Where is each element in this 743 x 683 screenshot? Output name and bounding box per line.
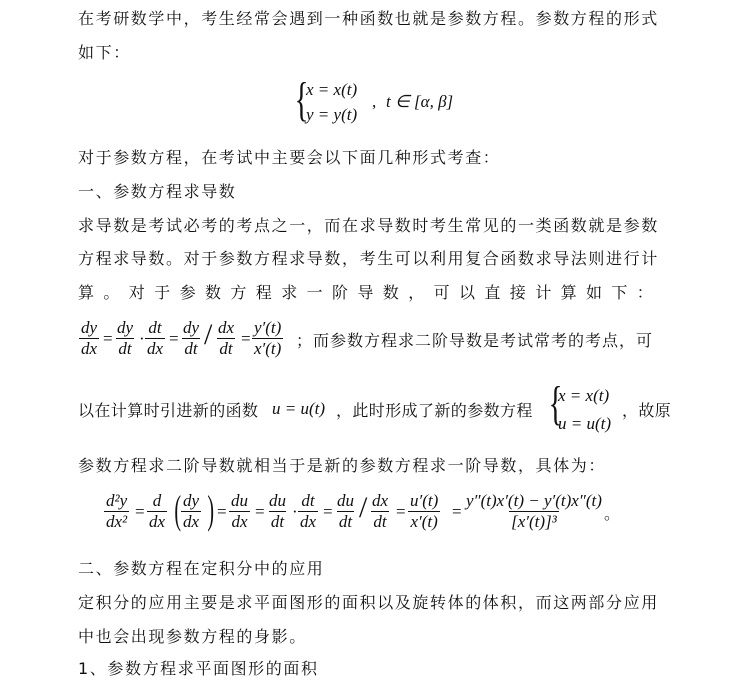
paragraph-3-line-3: 算。对于参数方程求一阶导数，可以直接计算如下： (78, 283, 663, 302)
paragraph-2: 对于参数方程，在考试中主要会以下面几种形式考查： (78, 148, 501, 167)
paragraph-4-function: u = u(t) (272, 399, 326, 418)
subsection-1-heading: 1、参数方程求平面图形的面积 (78, 659, 319, 678)
formula-2-period: 。 (604, 504, 622, 523)
fraction-d2y-dx2: $\frac{\text{d²y}}{\text{dx²}}$ (106, 491, 128, 531)
fraction-dy-dx-inner: $\frac{dy}{dx}$ (183, 491, 200, 531)
paragraph-4-middle: ，此时形成了新的参数方程 (336, 401, 533, 420)
paragraph-5: 参数方程求二阶导数就相当于是新的参数方程求一阶导数，具体为： (78, 456, 607, 475)
system-1-eq-x: x = x(t) (306, 80, 358, 99)
paragraph-3-line-2: 方程求导数。对于参数方程求导数，考生可以利用复合函数求导法则进行计 (78, 249, 659, 268)
fraction-dy-dx: $\frac{dy}{dx}$ (81, 318, 98, 358)
fraction-du-dt: $\frac{du}{dt}$ (269, 491, 286, 531)
fraction-du-dx: $\frac{du}{dx}$ (231, 491, 248, 531)
left-brace-2: { (548, 377, 563, 430)
formula-1-trailing-text: ；而参数方程求二阶导数是考试常考的考点，可 (296, 331, 654, 350)
left-brace: { (294, 73, 309, 126)
paragraph-4-after: ，故原 (622, 401, 672, 420)
system-1-eq-y: y = y(t) (306, 105, 358, 124)
paragraph-4-before: 以在计算时引进新的函数 (78, 401, 259, 420)
fraction-dt-dx: $\frac{dt}{dx}$ (147, 318, 164, 358)
paragraph-3-line-1: 求导数是考试必考的考点之一，而在求导数时考生常见的一类函数就是参数 (78, 216, 659, 235)
fraction-dx-dt-2: $\frac{dx}{dt}$ (372, 491, 389, 531)
paragraph-6-line-2: 中也会出现参数方程的身影。 (78, 627, 307, 646)
paragraph-1-line-2: 如下： (78, 43, 131, 62)
fraction-du-dt-2: $\frac{du}{dt}$ (337, 491, 354, 531)
fraction-dt-dx-2: $\frac{dt}{dx}$ (300, 491, 317, 531)
paragraph-6-line-1: 定积分的应用主要是求平面图形的面积以及旋转体的体积，而这两部分应用 (78, 593, 659, 612)
system-1-range: t ∈ [α, β] (386, 92, 454, 111)
system-1-comma: , (372, 92, 377, 111)
section-2-heading: 二、参数方程在定积分中的应用 (78, 559, 325, 578)
fraction-uprime-xprime: $\frac{u'(t)}{x'(t)}$ (410, 491, 439, 531)
paragraph-1-line-1: 在考研数学中，考生经常会遇到一种函数也就是参数方程。参数方程的形式 (78, 9, 659, 28)
fraction-dx-dt: $\frac{dx}{dt}$ (218, 318, 235, 358)
document-page: 在考研数学中，考生经常会遇到一种函数也就是参数方程。参数方程的形式 如下： { x = x(t) y = y(t) , t ∈ [α, β] 对于参数方程，在考试中主要会以下面几种形式考查： 一、参数方程求导数 求导数是考试必考的考点之一，而在求导数时考生常见的一类函数就是参数 方程求导数。对于参数方程求导数，考生可以利用复合函数求导法则进行计 算。对于参数方程求一阶导数，可以直接计算如下： $\frac{dy}{dx}$ = $\frac{dy}{dt}$ · $\frac{dt}{dx}$ = $\frac{dy}{dt}$ / $\frac{dx}{dt}$ = $\frac{y'(t)}{x'(t)}$ ；而参数方程求二阶导数是考试常考的考点，可 以在计算时引进新的函数 u = u(t) ，此时形成了新的参数方程 { x = x(t) u = u(t) ，故原 参数方程求二阶导数就相当于是新的参数方程求一阶导数，具体为： $\frac{\text{d²y}}{\text{dx²}}$ = $\frac{d}{dx}$ ( $\frac{dy}{dx}$ ) = $\frac{du}{dx}$ = $\frac{du}{dt}$ · $\frac{dt}{dx}$ = $\frac{du}{dt}$ / $\frac{dx}{dt}$ = $\frac{u'(t)}{x'(t)}$ = $\frac{y''(t)x'(t) - y'(t)x''(t)}{\text{[x′(t)]³}}$ 。 二、参数方程在定积分中的应用 定积分的应用主要是求平面图形的面积以及旋转体的体积，而这两部分应用 中也会出现参数方程的身影。 1、参数方程求平面图形的面积 (78, 9, 672, 678)
fraction-yprime-xprime: $\frac{y'(t)}{x'(t)}$ (254, 318, 282, 358)
fraction-dy-dt: $\frac{dy}{dt}$ (117, 318, 134, 358)
fraction-dy-dt-2: $\frac{dy}{dt}$ (183, 318, 200, 358)
system-2-eq-u: u = u(t) (558, 414, 612, 433)
system-2-eq-x: x = x(t) (558, 386, 610, 405)
fraction-d-dx: $\frac{d}{dx}$ (149, 491, 166, 531)
fraction-second-derivative-result: $\frac{y''(t)x'(t) - y'(t)x''(t)}{\text{[x′(t)]³}}$ (466, 491, 602, 531)
section-1-heading: 一、参数方程求导数 (78, 182, 237, 201)
